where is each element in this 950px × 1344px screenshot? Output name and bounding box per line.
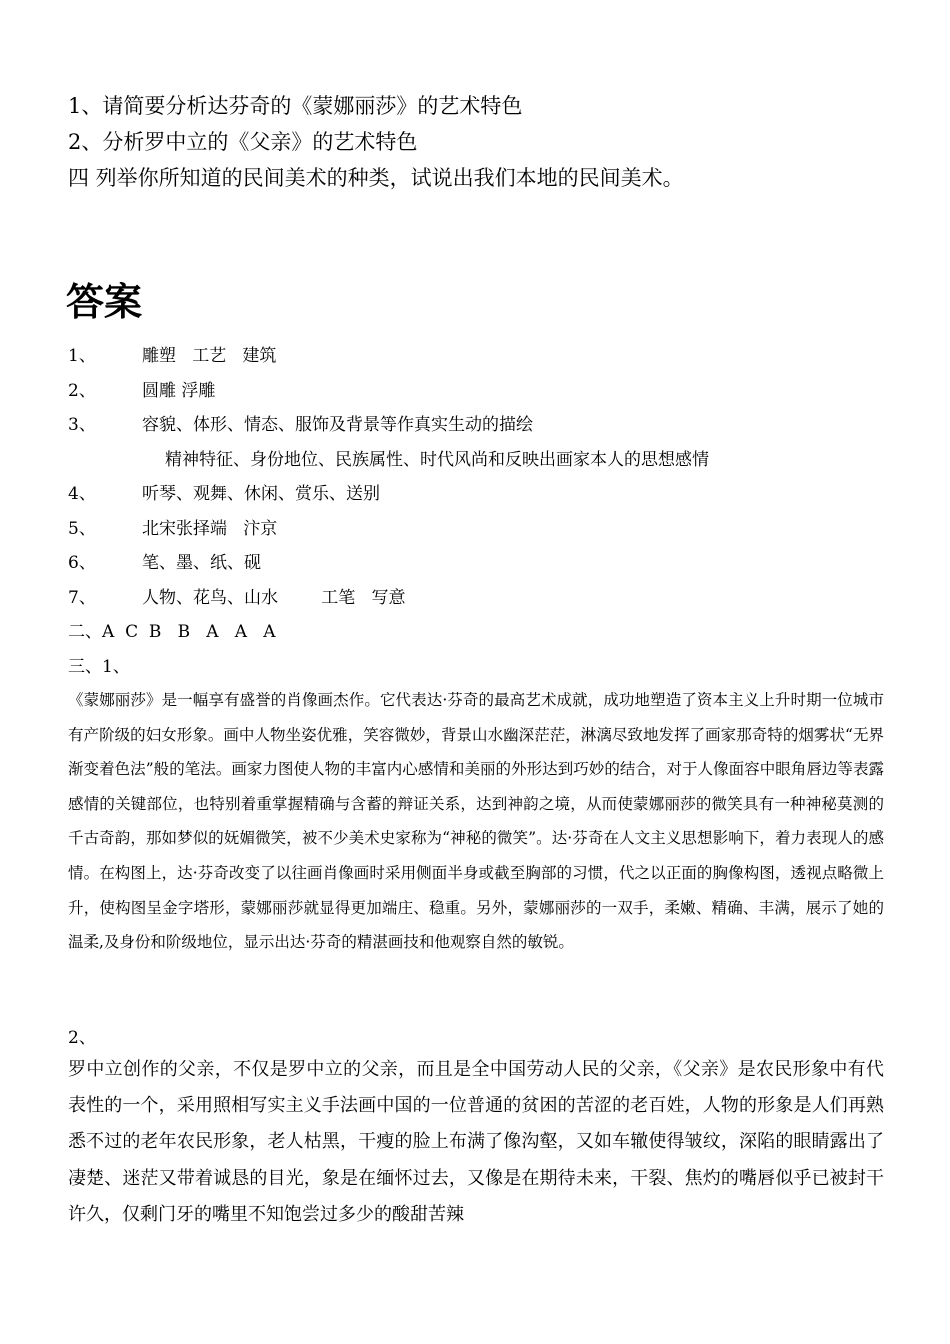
answer-text: 笔、墨、纸、砚 [142,553,261,573]
answer-text: 容貌、体形、情态、服饰及背景等作真实生动的描绘 [142,415,533,435]
question-1: 1、请简要分析达芬奇的《蒙娜丽莎》的艺术特色 [68,94,523,118]
answer-number: 6、 [68,553,96,573]
answer-text: 人物、花鸟、山水 工笔 写意 [142,588,406,608]
essay-mona-lisa: 《蒙娜丽莎》是一幅享有盛誉的肖像画杰作。它代表达·芬奇的最高艺术成就，成功地塑造了资本主义上升时期一位城市有产阶级的妇女形象。画中人物坐姿优雅，笑容微妙，背景山水幽深茫茫，淋漓尽致地发挥了画家那奇特的烟雾状“无界渐变着色法”般的笔法。画家力图使人物的丰富内心感情和美丽的外形达到巧妙的结合，对于人像面容中眼角唇边等表露感情的关键部位，也特别着重掌握精确与含蓄的辩证关系，达到神韵之境，从而使蒙娜丽莎的微笑具有一种神秘莫测的千古奇韵，那如梦似的妩媚微笑，被不少美术史家称为“神秘的微笑”。达·芬奇在人文主义思想影响下，着力表现人的感情。在构图上，达·芬奇改变了以往画肖像画时采用侧面半身或截至胸部的习惯，代之以正面的胸像构图，透视点略微上升，使构图呈金字塔形，蒙娜丽莎就显得更加端庄、稳重。另外，蒙娜丽莎的一双手，柔嫩、精确、丰满，展示了她的温柔,及身份和阶级地位，显示出达·芬奇的精湛画技和他观察自然的敏锐。 [68,691,884,952]
section-3-label: 三、1、 [68,657,130,677]
essay-father: 罗中立创作的父亲，不仅是罗中立的父亲，而且是全中国劳动人民的父亲，《父亲》是农民形象中有代表性的一个，采用照相写实主义手法画中国的一位普通的贫困的苦涩的老百姓，人物的形象是人们再熟悉不过的老年农民形象，老人枯黑，干瘦的脸上布满了像沟壑，又如车辙使得皱纹，深陷的眼睛露出了凄楚、迷茫又带着诚恳的目光，象是在缅怀过去，又像是在期待未来，干裂、焦灼的嘴唇似乎已被封干许久，仅剩门牙的嘴里不知饱尝过多少的酸甜苦辣 [68,1059,884,1225]
answer-number: 5、 [68,519,96,539]
answers-heading: 答案 [66,280,143,324]
answer-text: 精神特征、身份地位、民族属性、时代风尚和反映出画家本人的思想感情 [165,450,709,470]
answer-number: 1、 [68,346,96,366]
choice-answers: 二、A C B B A A A [68,622,276,642]
answer-text: 圆雕 浮雕 [142,381,216,401]
question-2: 2、分析罗中立的《父亲》的艺术特色 [68,130,418,154]
answer-number: 4、 [68,484,96,504]
section-3-label-2: 2、 [68,1028,96,1048]
answer-number: 2、 [68,381,96,401]
question-4: 四 列举你所知道的民间美术的种类，试说出我们本地的民间美术。 [68,166,684,190]
answer-text: 北宋张择端 汴京 [142,519,278,539]
answer-number: 7、 [68,588,96,608]
answer-text: 听琴、观舞、休闲、赏乐、送别 [142,484,380,504]
answer-number: 3、 [68,415,96,435]
answer-text: 雕塑 工艺 建筑 [142,346,277,366]
